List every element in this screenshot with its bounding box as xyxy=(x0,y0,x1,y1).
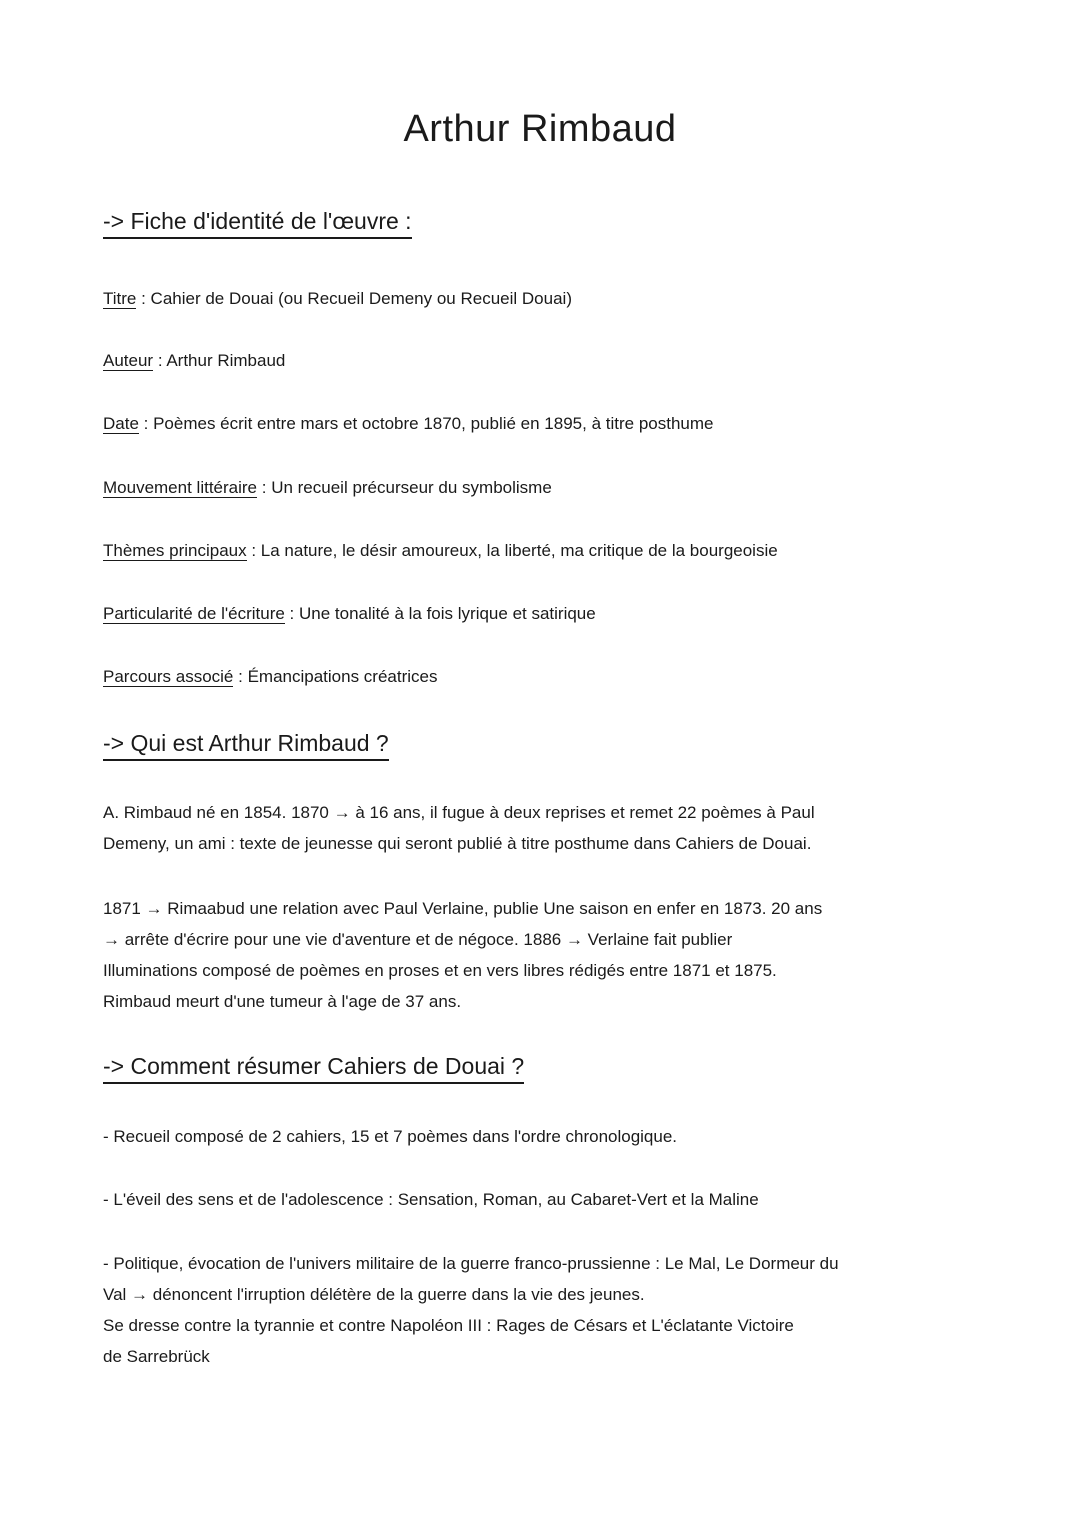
bullet-eveil xyxy=(103,1184,983,1215)
bullet-recueil xyxy=(103,1121,983,1152)
field-value: Un recueil précurseur du symbolisme xyxy=(271,478,552,497)
field-value: Émancipations créatrices xyxy=(247,667,438,686)
field-parcours: Parcours associé : Émancipations créatrices xyxy=(103,667,438,686)
field-label: Titre xyxy=(103,289,137,308)
text-line: 1871 → Rimaabud une relation avec Paul Verlaine, publie Une saison en enfer en 1873. 20 ans xyxy=(103,899,823,918)
field-label: Particularité de l'écriture xyxy=(103,604,285,623)
field-titre: Titre : Cahier de Douai (ou Recueil Demeny ou Recueil Douai) xyxy=(103,289,572,308)
field-label: Date xyxy=(103,414,139,433)
text-line: - Recueil composé de 2 cahiers, 15 et 7 poèmes dans l'ordre chronologique. xyxy=(103,1127,678,1146)
section-heading-fiche: -> Fiche d'identité de l'œuvre : xyxy=(103,208,412,239)
text-line: A. Rimbaud né en 1854. 1870 → à 16 ans, il fugue à deux reprises et remet 22 poèmes à Paul xyxy=(103,803,815,822)
bullet-politique xyxy=(103,1248,983,1372)
text-line: Se dresse contre la tyrannie et contre Napoléon III : Rages de Césars et L'éclatante Victoire xyxy=(103,1316,794,1335)
field-value: Poèmes écrit entre mars et octobre 1870, publié en 1895, à titre posthume xyxy=(153,414,714,433)
field-value: Une tonalité à la fois lyrique et satirique xyxy=(299,604,596,623)
field-label: Parcours associé xyxy=(103,667,234,686)
text-line: - L'éveil des sens et de l'adolescence : Sensation, Roman, au Cabaret-Vert et la Maline xyxy=(103,1190,759,1209)
text-line: Illuminations composé de poèmes en proses et en vers libres rédigés entre 1871 et 1875. xyxy=(103,961,777,980)
paragraph-biographie-2 xyxy=(103,893,983,1017)
section-heading-resume: -> Comment résumer Cahiers de Douai ? xyxy=(103,1053,524,1084)
field-label: Thèmes principaux xyxy=(103,541,247,560)
field-value: Cahier de Douai (ou Recueil Demeny ou Recueil Douai) xyxy=(150,289,572,308)
text-line: Rimbaud meurt d'une tumeur à l'age de 37 ans. xyxy=(103,992,462,1011)
field-particularite: Particularité de l'écriture : Une tonalité à la fois lyrique et satirique xyxy=(103,604,596,623)
paragraph-biographie-1 xyxy=(103,797,983,859)
field-auteur: Auteur : Arthur Rimbaud xyxy=(103,351,286,370)
text-line: → arrête d'écrire pour une vie d'aventure et de négoce. 1886 → Verlaine fait publier xyxy=(103,930,733,949)
field-label: Auteur xyxy=(103,351,154,370)
field-date: Date : Poèmes écrit entre mars et octobre 1870, publié en 1895, à titre posthume xyxy=(103,414,714,433)
text-line: Val → dénoncent l'irruption délétère de la guerre dans la vie des jeunes. xyxy=(103,1285,645,1304)
text-line: de Sarrebrück xyxy=(103,1347,210,1366)
field-themes: Thèmes principaux : La nature, le désir amoureux, la liberté, ma critique de la bourgeoisie xyxy=(103,541,778,560)
section-heading-qui-est: -> Qui est Arthur Rimbaud ? xyxy=(103,730,389,761)
text-line: - Politique, évocation de l'univers militaire de la guerre franco-prussienne : Le Mal, Le Dormeur du xyxy=(103,1254,839,1273)
field-label: Mouvement littéraire xyxy=(103,478,258,497)
field-value: La nature, le désir amoureux, la liberté, ma critique de la bourgeoisie xyxy=(260,541,778,560)
field-value: Arthur Rimbaud xyxy=(166,351,286,370)
text-line: Demeny, un ami : texte de jeunesse qui seront publié à titre posthume dans Cahiers de Douai. xyxy=(103,834,812,853)
field-mouvement: Mouvement littéraire : Un recueil précurseur du symbolisme xyxy=(103,478,552,497)
page-title: Arthur Rimbaud xyxy=(403,108,677,150)
